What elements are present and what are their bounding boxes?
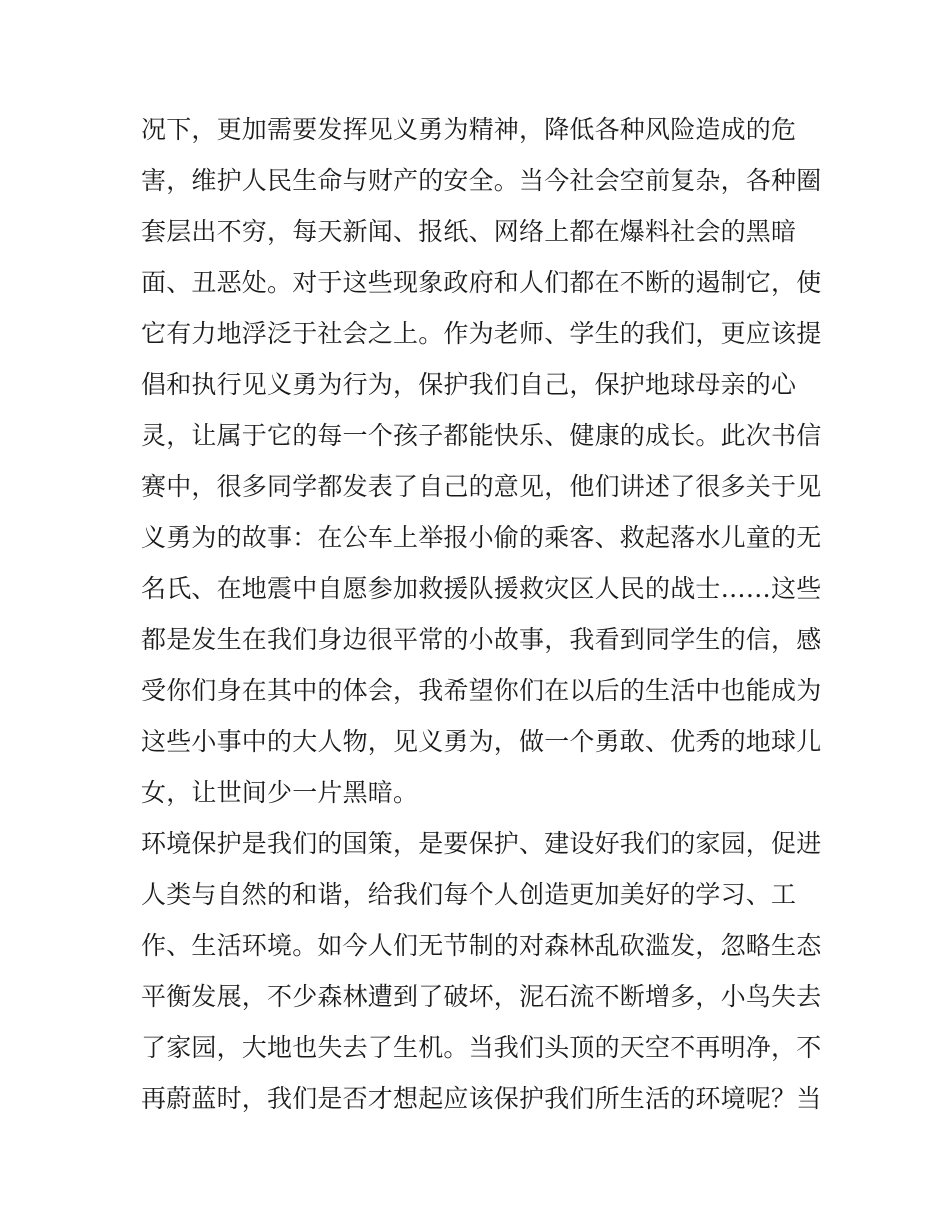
text-line: 害，维护人民生命与财产的安全。当今社会空前复杂，各种圈 bbox=[141, 166, 822, 195]
text-line: 面、丑恶处。对于这些现象政府和人们都在不断的遏制它，使 bbox=[141, 268, 822, 297]
text-line: 再蔚蓝时，我们是否才想起应该保护我们所生活的环境呢？当 bbox=[141, 1084, 822, 1113]
body-text bbox=[141, 104, 821, 1124]
text-line: 受你们身在其中的体会，我希望你们在以后的生活中也能成为 bbox=[141, 676, 822, 705]
text-line: 平衡发展，不少森林遭到了破坏，泥石流不断增多，小鸟失去 bbox=[141, 982, 822, 1011]
text-line: 都是发生在我们身边很平常的小故事，我看到同学生的信，感 bbox=[141, 625, 822, 654]
text-line: 作、生活环境。如今人们无节制的对森林乱砍滥发，忽略生态 bbox=[141, 931, 822, 960]
text-line: 况下，更加需要发挥见义勇为精神，降低各种风险造成的危 bbox=[141, 115, 797, 144]
text-line: 这些小事中的大人物，见义勇为，做一个勇敢、优秀的地球儿 bbox=[141, 727, 822, 756]
text-line: 名氏、在地震中自愿参加救援队援救灾区人民的战士……这些 bbox=[141, 574, 822, 603]
text-line: 倡和执行见义勇为行为，保护我们自己，保护地球母亲的心 bbox=[141, 370, 797, 399]
text-line: 人类与自然的和谐，给我们每个人创造更加美好的学习、工 bbox=[141, 880, 797, 909]
text-line: 赛中，很多同学都发表了自己的意见，他们讲述了很多关于见 bbox=[141, 472, 822, 501]
text-line: 它有力地浮泛于社会之上。作为老师、学生的我们，更应该提 bbox=[141, 319, 822, 348]
text-line: 套层出不穷，每天新闻、报纸、网络上都在爆料社会的黑暗 bbox=[141, 217, 797, 246]
text-line: 义勇为的故事：在公车上举报小偷的乘客、救起落水儿童的无 bbox=[141, 523, 822, 552]
text-line: 女，让世间少一片黑暗。 bbox=[141, 778, 419, 807]
text-line: 了家园，大地也失去了生机。当我们头顶的天空不再明净，不 bbox=[141, 1033, 822, 1062]
text-line: 灵，让属于它的每一个孩子都能快乐、健康的成长。此次书信 bbox=[141, 421, 822, 450]
text-line: 环境保护是我们的国策，是要保护、建设好我们的家园，促进 bbox=[141, 829, 822, 858]
